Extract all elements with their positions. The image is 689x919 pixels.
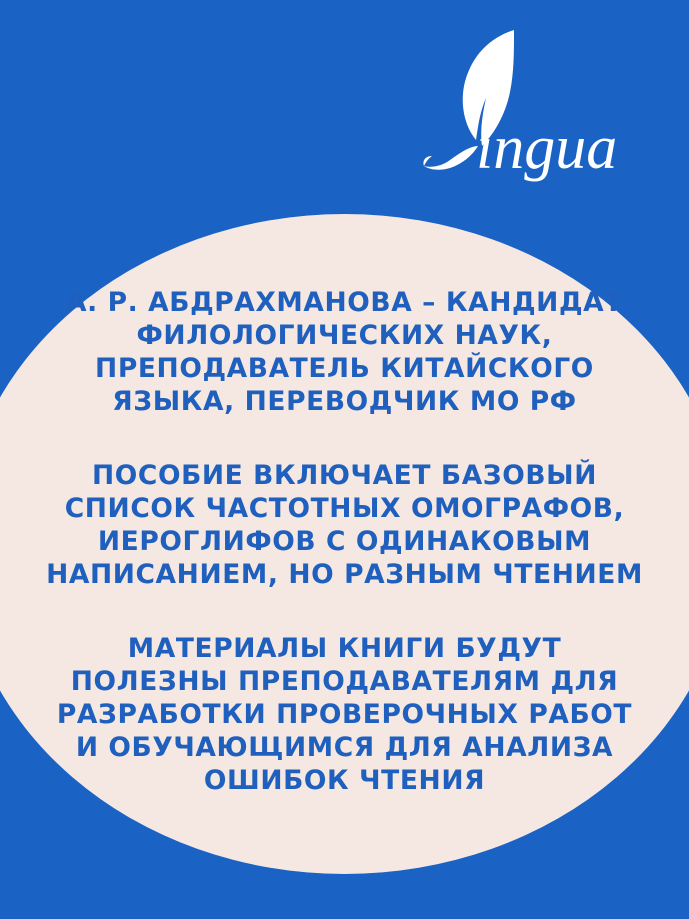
text-line: ПОЛЕЗНЫ ПРЕПОДАВАТЕЛЯМ ДЛЯ xyxy=(70,666,619,697)
text-line: ФИЛОЛОГИЧЕСКИХ НАУК, xyxy=(136,320,553,351)
text-line: МАТЕРИАЛЫ КНИГИ БУДУТ xyxy=(127,633,562,664)
text-line: ОШИБОК ЧТЕНИЯ xyxy=(203,765,486,796)
author-paragraph xyxy=(35,286,655,418)
text-line: ПРЕПОДАВАТЕЛЬ КИТАЙСКОГО xyxy=(95,353,594,384)
text-line: ИЕРОГЛИФОВ С ОДИНАКОВЫМ xyxy=(97,526,592,557)
text-line: ПОСОБИЕ ВКЛЮЧАЕТ БАЗОВЫЙ xyxy=(92,460,597,491)
text-line: А. Р. АБДРАХМАНОВА – КАНДИДАТ xyxy=(66,287,623,318)
text-line: И ОБУЧАЮЩИМСЯ ДЛЯ АНАЛИЗА xyxy=(75,732,614,763)
audience-paragraph xyxy=(35,632,655,797)
lingua-logo xyxy=(418,28,668,188)
description-text xyxy=(0,286,689,797)
text-line: РАЗРАБОТКИ ПРОВЕРОЧНЫХ РАБОТ xyxy=(56,699,633,730)
text-line: СПИСОК ЧАСТОТНЫХ ОМОГРАФОВ, xyxy=(64,493,625,524)
contents-paragraph xyxy=(35,459,655,591)
text-line: НАПИСАНИЕМ, НО РАЗНЫМ ЧТЕНИЕМ xyxy=(46,559,643,590)
text-line: ЯЗЫКА, ПЕРЕВОДЧИК МО РФ xyxy=(112,386,577,417)
logo-wordmark: ingua xyxy=(476,114,618,182)
